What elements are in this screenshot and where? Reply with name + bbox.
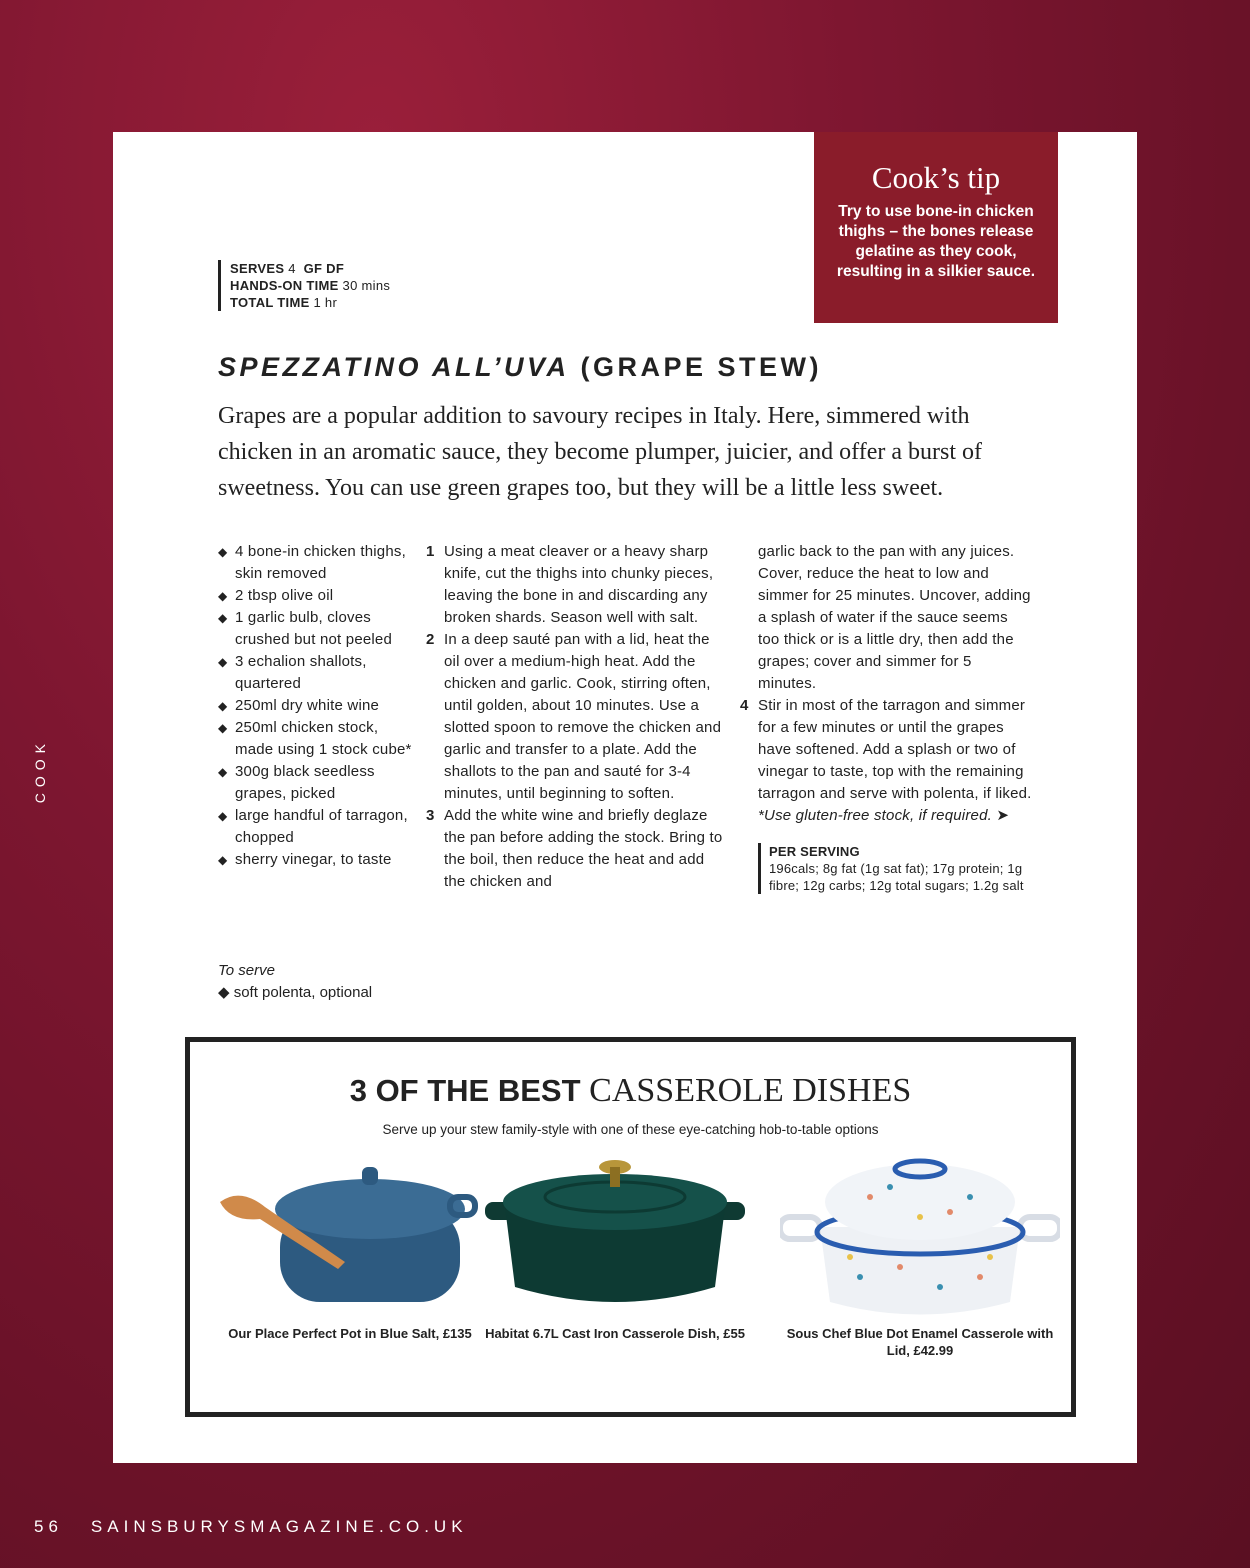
best-casseroles-box <box>185 1037 1076 1417</box>
website-link[interactable]: SAINSBURYSMAGAZINE.CO.UK <box>90 1517 468 1536</box>
step-number: 3 <box>426 807 435 824</box>
footer <box>34 1517 468 1537</box>
speckled-casserole-image <box>780 1157 1060 1317</box>
step-number: 1 <box>426 543 435 560</box>
product-card[interactable] <box>780 1157 1060 1359</box>
ingredient-item: ◆ 3 echalion shallots, quartered <box>218 651 418 695</box>
ingredients-list <box>218 541 418 871</box>
ingredient-item: ◆ 2 tbsp olive oil <box>218 585 418 607</box>
ingredient-item: ◆ 4 bone-in chicken thighs, skin removed <box>218 541 418 585</box>
page-number: 56 <box>34 1517 63 1536</box>
ingredient-item: ◆ 250ml dry white wine <box>218 695 418 717</box>
ingredient-item: ◆ 1 garlic bulb, cloves crushed but not peeled <box>218 607 418 651</box>
cooks-tip-box <box>814 132 1058 323</box>
method-step <box>426 541 726 629</box>
product-caption: Our Place Perfect Pot in Blue Salt, £135 <box>228 1326 472 1341</box>
step-number: 2 <box>426 631 435 648</box>
nutrition-label: PER SERVING <box>769 844 860 859</box>
product-caption: Habitat 6.7L Cast Iron Casserole Dish, £55 <box>485 1326 745 1341</box>
step-text: Using a meat cleaver or a heavy sharp knife, cut the thighs into chunky pieces, leaving the bone in and discarding any broken shards. Season well with salt. <box>444 543 714 626</box>
step-text: Add the white wine and briefly deglaze the pan before adding the stock. Bring to the boil, then reduce the heat and add the chicken and <box>444 807 723 890</box>
footnote: *Use gluten-free stock, if required. <box>758 807 992 824</box>
serves-label: SERVES <box>230 261 285 276</box>
cooks-tip-text: Try to use bone-in chicken thighs – the bones release gelatine as they cook, resulting in a silkier sauce. <box>836 203 1036 280</box>
method-step <box>426 629 726 805</box>
title-rest: (GRAPE STEW) <box>580 352 822 382</box>
step-number: 4 <box>740 697 749 714</box>
method-step <box>426 805 726 893</box>
cooks-tip-title: Cook’s tip <box>871 160 1001 195</box>
arrow-right-icon: ➤ <box>996 807 1010 824</box>
title-italic: SPEZZATINO ALL’UVA <box>218 352 570 382</box>
step-text: In a deep sauté pan with a lid, heat the oil over a medium-high heat. Add the chicken and garlic. Cook, stirring often, until golden, about 10 minutes. Use a slotted spoon to remove the chicken and garlic and transfer to a plate. Add the shallots to the pan and sauté for 3-4 minutes, until beginning to soften. <box>444 631 722 802</box>
best-title <box>190 1072 1071 1110</box>
total-time-value: 1 hr <box>313 295 338 310</box>
to-serve-label: To serve <box>218 962 275 979</box>
hands-on-value: 30 mins <box>342 278 391 293</box>
recipe-intro: Grapes are a popular addition to savoury recipes in Italy. Here, simmered with chicken in an aromatic sauce, they become plumper, juicier, and offer a burst of sweetness. You can use green grapes too, but they will be a little less sweet. <box>218 403 982 501</box>
method-column-2 <box>740 541 1032 894</box>
diet-badges: GF DF <box>303 261 345 276</box>
nutrition-box <box>758 843 1032 894</box>
hands-on-label: HANDS-ON TIME <box>230 278 339 293</box>
product-card[interactable] <box>210 1157 490 1342</box>
to-serve-item: soft polenta, optional <box>233 984 373 1001</box>
ingredient-item: ◆ sherry vinegar, to taste <box>218 849 418 871</box>
step-text: Stir in most of the tarragon and simmer for a few minutes or until the grapes have softened. Add a splash or two of vinegar to taste, top with the remaining tarragon and serve with polenta, if liked. <box>758 697 1032 802</box>
method-column-1 <box>426 541 726 893</box>
best-title-bold: 3 OF THE BEST <box>349 1073 581 1108</box>
blue-pot-image <box>220 1157 480 1307</box>
method-step <box>740 695 1032 805</box>
best-subtitle: Serve up your stew family-style with one of these eye-catching hob-to-table options <box>382 1122 879 1137</box>
step-text: garlic back to the pan with any juices. Cover, reduce the heat to low and simmer for 25 minutes. Uncover, adding a splash of water if the sauce seems too thick or is a little dry, then add the grapes; cover and simmer for 5 minutes. <box>758 543 1031 692</box>
product-caption: Sous Chef Blue Dot Enamel Casserole with Lid, £42.99 <box>786 1326 1054 1358</box>
recipe-title <box>218 352 822 383</box>
total-time-label: TOTAL TIME <box>230 295 310 310</box>
section-label: COOK <box>32 738 48 804</box>
ingredient-item: ◆ 250ml chicken stock, made using 1 stock cube* <box>218 717 418 761</box>
serves-value: 4 <box>288 261 296 276</box>
product-card[interactable] <box>475 1157 755 1342</box>
to-serve: To serve ◆ soft polenta, optional <box>218 962 373 1001</box>
ingredient-item: ◆ large handful of tarragon, chopped <box>218 805 418 849</box>
recipe-meta <box>218 260 390 311</box>
method-step-continued <box>740 541 1032 695</box>
best-title-rest: CASSEROLE DISHES <box>589 1072 912 1109</box>
nutrition-text: 196cals; 8g fat (1g sat fat); 17g protein; 1g fibre; 12g carbs; 12g total sugars; 1.2g salt <box>769 861 1024 893</box>
ingredient-item: ◆ 300g black seedless grapes, picked <box>218 761 418 805</box>
green-casserole-image <box>475 1157 755 1307</box>
